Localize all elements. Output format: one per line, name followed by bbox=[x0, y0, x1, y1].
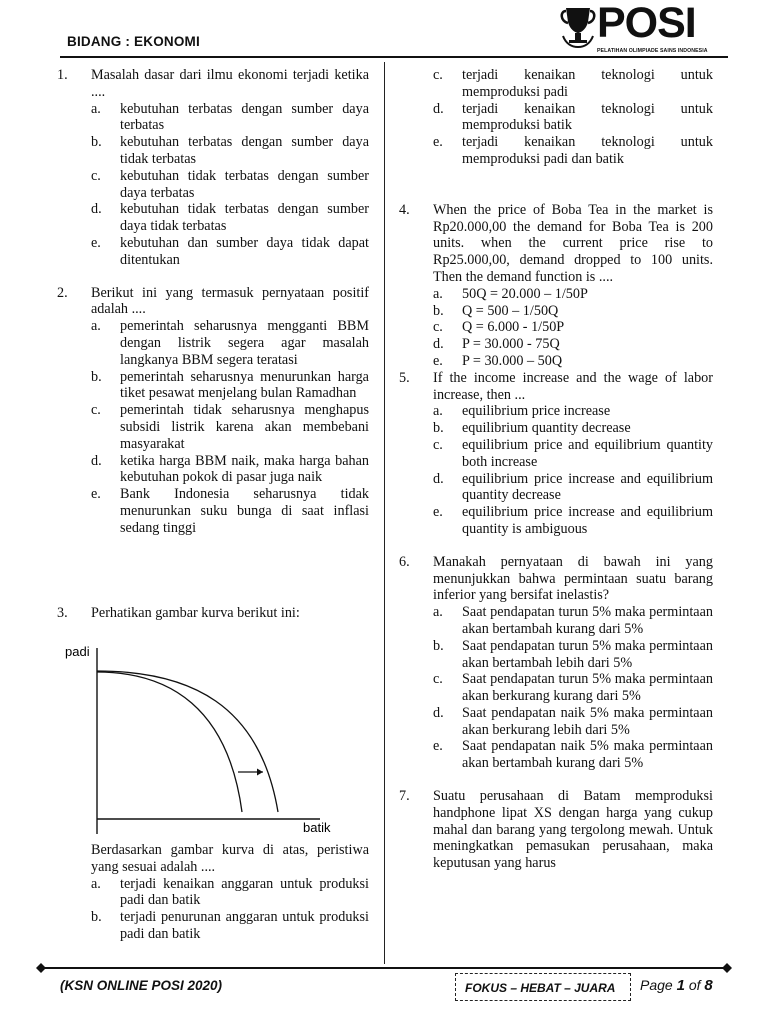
answer-option bbox=[91, 486, 369, 536]
question-5 bbox=[399, 370, 713, 538]
question-text: Perhatikan gambar kurva berikut ini: bbox=[91, 605, 300, 621]
option-text: kebutuhan terbatas dengan sumber daya terbatas bbox=[120, 100, 369, 134]
question-text: Manakah pernyataan di bawah ini yang menunjukkan bahwa permintaan suatu barang inferior yang bersifat inelastis? bbox=[433, 553, 713, 604]
option-label: a. bbox=[91, 318, 101, 335]
question-text: Berikut ini yang termasuk pernyataan positif adalah .... bbox=[91, 284, 369, 318]
answer-option bbox=[91, 453, 369, 487]
option-label: d. bbox=[433, 336, 444, 353]
option-text: kebutuhan tidak terbatas dengan sumber daya terbatas bbox=[120, 167, 369, 201]
option-text: kebutuhan terbatas dengan sumber daya tidak terbatas bbox=[120, 134, 369, 167]
option-label: e. bbox=[433, 738, 443, 755]
option-label: d. bbox=[433, 100, 444, 117]
option-text: Saat pendapatan naik 5% maka permintaan akan berkurang lebih dari 5% bbox=[462, 704, 713, 738]
option-label: b. bbox=[91, 909, 102, 926]
ppf-curve-chart bbox=[60, 640, 340, 840]
header-rule bbox=[60, 56, 728, 58]
arrow-head-icon bbox=[257, 769, 263, 776]
option-label: e. bbox=[91, 486, 101, 503]
option-label: c. bbox=[433, 67, 443, 83]
option-text: equilibrium price and equilibrium quantity both increase bbox=[462, 436, 713, 470]
option-text: terjadi penurunan anggaran untuk produksi padi dan batik bbox=[120, 909, 369, 942]
logo-subtitle: PELATIHAN OLIMPIADE SAINS INDONESIA bbox=[597, 48, 708, 54]
question-3-after-text: Berdasarkan gambar kurva di atas, peristiwa yang sesuai adalah .... bbox=[91, 842, 369, 875]
option-label: d. bbox=[91, 201, 102, 218]
question-number: 2. bbox=[57, 284, 68, 301]
question-gap bbox=[399, 538, 713, 554]
option-label: b. bbox=[91, 368, 102, 385]
answer-option bbox=[433, 738, 713, 772]
option-text: Bank Indonesia seharusnya tidak menurunkan suku bunga di saat inflasi sedang tinggi bbox=[120, 486, 369, 536]
option-text: pemerintah tidak seharusnya menghapus subsidi listrik karena akan membebani masyarakat bbox=[120, 402, 369, 452]
question-4 bbox=[399, 202, 713, 370]
logo-wordmark: POSI bbox=[597, 0, 696, 47]
option-label: a. bbox=[91, 875, 101, 892]
question-text: When the price of Boba Tea in the market is Rp20.000,00 the demand for Boba Tea is 200 units. when the current price rise to Rp25.000,00, demand dropped to 100 units. Then the demand function is .... bbox=[433, 201, 713, 285]
option-text: pemerintah seharusnya mengganti BBM dengan listrik segera agar masalah langkanya BBM segera teratasi bbox=[120, 318, 369, 368]
option-text: equilibrium quantity decrease bbox=[462, 420, 631, 437]
option-text: P = 30.000 - 75Q bbox=[462, 336, 560, 353]
answer-option bbox=[433, 638, 713, 672]
option-text: kebutuhan dan sumber daya tidak dapat ditentukan bbox=[120, 234, 369, 268]
question-number: 3. bbox=[57, 605, 68, 621]
option-label: b. bbox=[91, 134, 102, 151]
answer-option bbox=[433, 319, 713, 336]
answer-option bbox=[433, 403, 713, 420]
answer-option bbox=[433, 134, 713, 168]
question-6 bbox=[399, 554, 713, 772]
option-label: a. bbox=[433, 604, 443, 621]
option-text: Saat pendapatan turun 5% maka permintaan akan bertambah kurang dari 5% bbox=[462, 604, 713, 637]
footer-event-label: (KSN ONLINE POSI 2020) bbox=[60, 978, 223, 993]
left-column bbox=[57, 67, 369, 537]
posi-logo bbox=[560, 0, 730, 54]
question-1 bbox=[57, 67, 369, 269]
answer-option bbox=[91, 168, 369, 202]
question-7 bbox=[399, 788, 713, 872]
option-label: e. bbox=[433, 352, 443, 369]
answer-option bbox=[433, 671, 713, 705]
question-gap bbox=[399, 772, 713, 788]
answer-option bbox=[433, 336, 713, 353]
option-text: terjadi kenaikan teknologi untuk memproduksi padi dan batik bbox=[462, 134, 713, 167]
answer-option bbox=[91, 876, 369, 910]
page-number: 1 bbox=[676, 977, 685, 994]
question-number: 5. bbox=[399, 369, 410, 386]
option-text: Q = 6.000 - 1/50P bbox=[462, 319, 565, 336]
option-text: equilibrium price increase and equilibrium quantity decrease bbox=[462, 470, 713, 504]
answer-option bbox=[91, 402, 369, 452]
question-number: 1. bbox=[57, 67, 68, 83]
answer-option bbox=[433, 286, 713, 303]
answer-option bbox=[433, 471, 713, 505]
option-text: Saat pendapatan naik 5% maka permintaan akan bertambah kurang dari 5% bbox=[462, 738, 713, 772]
right-column bbox=[399, 67, 713, 872]
option-label: d. bbox=[433, 470, 444, 487]
option-label: e. bbox=[91, 234, 101, 251]
answer-option bbox=[433, 420, 713, 437]
option-label: b. bbox=[433, 302, 444, 319]
ppf-curve-shifted bbox=[97, 671, 278, 812]
question-number: 4. bbox=[399, 201, 410, 218]
question-3 bbox=[57, 605, 369, 622]
page-word: Page bbox=[640, 977, 673, 993]
question-3-continuation bbox=[399, 67, 713, 168]
option-text: terjadi kenaikan teknologi untuk memproduksi batik bbox=[462, 100, 713, 134]
answer-option bbox=[433, 67, 713, 101]
option-label: a. bbox=[433, 403, 443, 420]
footer-rule bbox=[40, 967, 728, 969]
option-label: a. bbox=[91, 100, 101, 117]
section-spacer bbox=[399, 168, 713, 202]
option-text: terjadi kenaikan anggaran untuk produksi padi dan batik bbox=[120, 875, 369, 909]
page-of: of bbox=[688, 977, 701, 993]
answer-option bbox=[91, 101, 369, 135]
diamond-right-icon bbox=[722, 963, 732, 973]
diamond-left-icon bbox=[36, 963, 46, 973]
column-separator bbox=[384, 62, 385, 964]
ppf-curve-original bbox=[97, 672, 242, 812]
answer-option bbox=[91, 201, 369, 235]
question-text: If the income increase and the wage of labor increase, then ... bbox=[433, 369, 713, 403]
page-total: 8 bbox=[704, 977, 713, 994]
question-number: 7. bbox=[399, 788, 410, 805]
answer-option bbox=[91, 235, 369, 269]
option-text: Saat pendapatan turun 5% maka permintaan akan berkurang kurang dari 5% bbox=[462, 671, 713, 705]
answer-option bbox=[91, 318, 369, 368]
option-text: Saat pendapatan turun 5% maka permintaan akan bertambah lebih dari 5% bbox=[462, 637, 713, 671]
option-label: c. bbox=[91, 167, 101, 184]
question-number: 6. bbox=[399, 553, 410, 570]
answer-option bbox=[433, 353, 713, 370]
motto-text: FOKUS – HEBAT – JUARA bbox=[465, 981, 616, 995]
option-label: e. bbox=[433, 504, 443, 521]
option-text: ketika harga BBM naik, maka harga bahan kebutuhan pokok di pasar juga naik bbox=[120, 452, 369, 486]
answer-option bbox=[433, 437, 713, 471]
option-label: c. bbox=[91, 402, 101, 419]
x-axis-label: batik bbox=[303, 820, 331, 835]
option-label: a. bbox=[433, 285, 443, 302]
question-2 bbox=[57, 285, 369, 537]
option-label: d. bbox=[433, 704, 444, 721]
option-label: b. bbox=[433, 637, 444, 654]
option-text: P = 30.000 – 50Q bbox=[462, 352, 563, 369]
answer-option bbox=[433, 604, 713, 638]
trophy-icon bbox=[560, 6, 596, 50]
option-text: 50Q = 20.000 – 1/50P bbox=[462, 285, 588, 302]
option-label: c. bbox=[433, 436, 443, 453]
option-text: pemerintah seharusnya menurunkan harga tiket pesawat menjelang bulan Ramadhan bbox=[120, 368, 369, 402]
option-label: d. bbox=[91, 452, 102, 469]
option-text: equilibrium price increase bbox=[462, 403, 611, 420]
answer-option bbox=[433, 101, 713, 135]
question-text: Suatu perusahaan di Batam memproduksi handphone lipat XS dengan harga yang cukup mahal dan barang yang tergolong mewah. Untuk meningkatkan pemasukan perusahaan, maka keputusan yang harus bbox=[433, 788, 713, 872]
option-text: kebutuhan tidak terbatas dengan sumber daya tidak terbatas bbox=[120, 201, 369, 235]
option-label: c. bbox=[433, 671, 443, 688]
option-label: c. bbox=[433, 319, 443, 336]
page-indicator bbox=[640, 977, 713, 994]
y-axis-label: padi bbox=[65, 644, 90, 659]
option-label: e. bbox=[433, 134, 443, 151]
option-text: Q = 500 – 1/50Q bbox=[462, 302, 559, 319]
question-3-continued bbox=[57, 842, 369, 943]
answer-option bbox=[91, 369, 369, 403]
question-text: Masalah dasar dari ilmu ekonomi terjadi ketika .... bbox=[91, 67, 369, 100]
question-gap bbox=[57, 269, 369, 285]
answer-option bbox=[91, 909, 369, 943]
option-text: equilibrium price increase and equilibrium quantity is ambiguous bbox=[462, 504, 713, 537]
subject-heading: BIDANG : EKONOMI bbox=[67, 34, 200, 49]
answer-option bbox=[91, 134, 369, 168]
answer-option bbox=[433, 303, 713, 320]
answer-option bbox=[433, 504, 713, 538]
option-text: terjadi kenaikan teknologi untuk memproduksi padi bbox=[462, 67, 713, 100]
answer-option bbox=[433, 705, 713, 739]
option-label: b. bbox=[433, 420, 444, 437]
